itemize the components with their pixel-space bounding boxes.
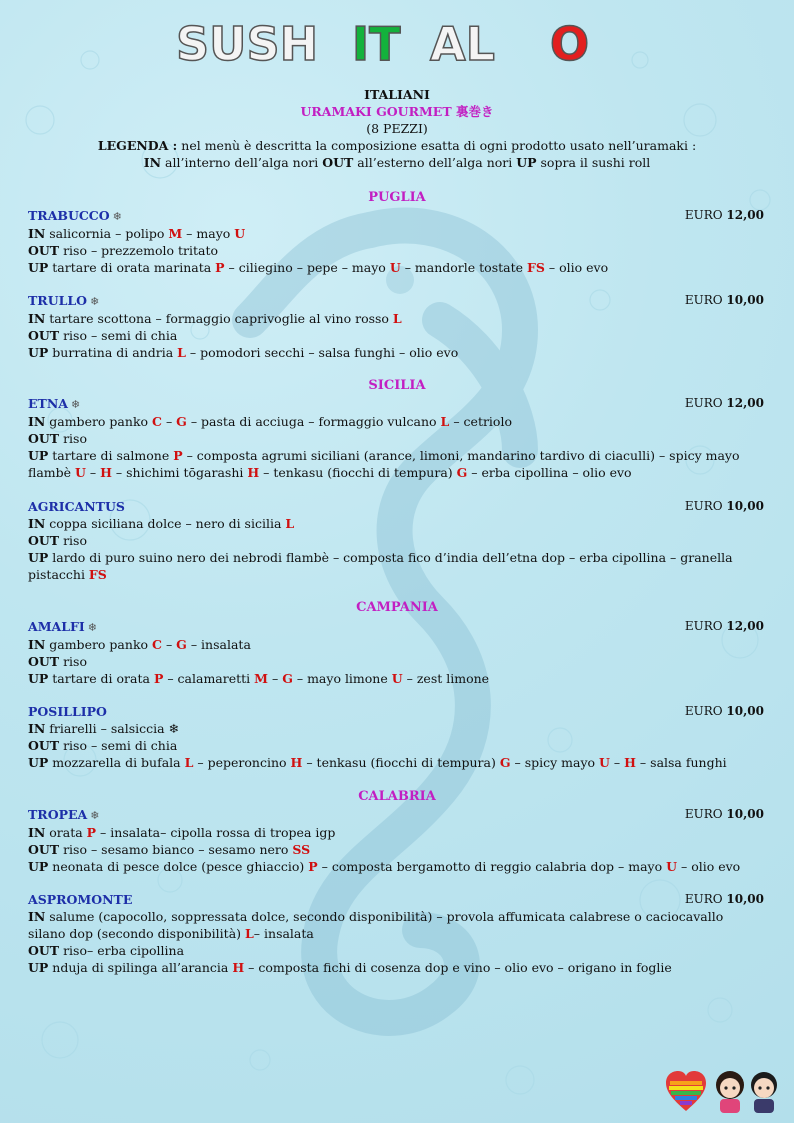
- header-pieces: (8 PEZZI): [366, 121, 428, 136]
- item-name: POSILLIPO: [28, 704, 107, 719]
- mascot-girl-icon: [716, 1071, 744, 1113]
- menu-header: [0, 86, 794, 171]
- logo-part-al: AL: [430, 17, 495, 70]
- item-name: TRABUCCO: [28, 208, 110, 223]
- mascot-boy-icon: [751, 1072, 777, 1113]
- legend-detail: IN all’interno dell’alga nori OUT all’esterno dell’alga nori UP sopra il sushi roll: [143, 155, 651, 170]
- item-name: TRULLO: [28, 293, 88, 308]
- snowflake-icon: ❄: [90, 295, 100, 308]
- menu-item-trullo: TRULLO ❄ EURO 10,00 IN tartare scottona – formaggio caprivoglie al vino rosso L OUT riso – semi di chia UP burratina di andria L – pomodori secchi – salsa funghi – olio evo: [28, 293, 764, 360]
- item-name: TROPEA: [28, 807, 88, 822]
- snowflake-icon: ❄: [90, 809, 100, 822]
- header-subtitle: URAMAKI GOURMET 裏巻き: [300, 104, 494, 119]
- snowflake-icon: ❄: [112, 210, 122, 223]
- logo-part-it: IT: [352, 17, 401, 70]
- menu-item-agricantus: AGRICANTUS EURO 10,00 IN coppa siciliana dolce – nero di sicilia L OUT riso UP lardo di puro suino nero dei nebrodi flambè – composta fico d’india dell’etna dop – erba cipollina – granella pistacchi FS: [28, 499, 764, 582]
- footer-mascots: [664, 1067, 784, 1115]
- section-puglia: PUGLIA: [368, 190, 426, 205]
- section-campania: CAMPANIA: [356, 600, 438, 615]
- snowflake-icon: ❄: [87, 621, 97, 634]
- header-title: ITALIANI: [364, 87, 430, 102]
- item-price: EURO 10,00: [684, 807, 764, 821]
- item-name: ETNA: [28, 396, 68, 411]
- section-sicilia: SICILIA: [368, 378, 426, 393]
- item-name: AGRICANTUS: [28, 499, 125, 514]
- section-calabria: CALABRIA: [358, 789, 436, 804]
- legend-line: LEGENDA : nel menù è descritta la composizione esatta di ogni prodotto usato nell’uramaki :: [97, 138, 697, 153]
- rainbow-heart-icon: [666, 1071, 706, 1111]
- item-price: EURO 12,00: [684, 396, 764, 410]
- menu-item-trabucco: TRABUCCO ❄ EURO 12,00 IN salicornia – polipo M – mayo U OUT riso – prezzemolo tritato UP tartare di orata marinata P – ciliegino – pepe – mayo U – mandorle tostate FS – olio evo: [28, 208, 764, 275]
- item-name: ASPROMONTE: [28, 892, 133, 907]
- logo-part-sush: SUSH: [176, 17, 319, 70]
- menu-item-posillipo: POSILLIPO EURO 10,00 IN friarelli – salsiccia ❄ OUT riso – semi di chia UP mozzarella di bufala L – peperoncino H – tenkasu (fiocchi di tempura) G – spicy mayo U – H – salsa funghi: [28, 704, 764, 770]
- item-price: EURO 10,00: [684, 293, 764, 307]
- item-name: AMALFI: [28, 619, 85, 634]
- menu-item-aspromonte: ASPROMONTE EURO 10,00 IN salume (capocollo, soppressata dolce, secondo disponibilità) – provola affumicata calabrese o caciocavallo silano dop (secondo disponibilità) L– insalata OUT riso– erba cipollina UP nduja di spilinga all’arancia H – composta fichi di cosenza dop e vino – olio evo – origano in foglie: [28, 892, 764, 975]
- menu-item-amalfi: AMALFI ❄ EURO 12,00 IN gambero panko C – G – insalata OUT riso UP tartare di orata P – calamaretti M – G – mayo limone U – zest limone: [28, 619, 764, 686]
- item-price: EURO 10,00: [684, 892, 764, 906]
- logo-part-o: O: [550, 17, 590, 70]
- item-price: EURO 10,00: [684, 704, 764, 718]
- menu-item-tropea: TROPEA ❄ EURO 10,00 IN orata P – insalata– cipolla rossa di tropea igp OUT riso – sesamo bianco – sesamo nero SS UP neonata di pesce dolce (pesce ghiaccio) P – composta bergamotto di reggio calabria dop – mayo U – olio evo: [28, 807, 764, 874]
- item-price: EURO 10,00: [684, 499, 764, 513]
- snowflake-icon: ❄: [70, 398, 81, 411]
- item-price: EURO 12,00: [684, 619, 764, 633]
- item-price: EURO 12,00: [684, 208, 764, 222]
- sushitalo-logo: [0, 14, 794, 70]
- menu-item-etna: ETNA ❄ EURO 12,00 IN gambero panko C – G – pasta di acciuga – formaggio vulcano L – cetriolo OUT riso UP tartare di salmone P – composta agrumi siciliani (arance, limoni, mandarino tardivo di ciaculli) – spicy mayo flambè U – H – shichimi tōgarashi H – tenkasu (fiocchi di tempura) G – erba cipollina – olio evo: [28, 396, 764, 480]
